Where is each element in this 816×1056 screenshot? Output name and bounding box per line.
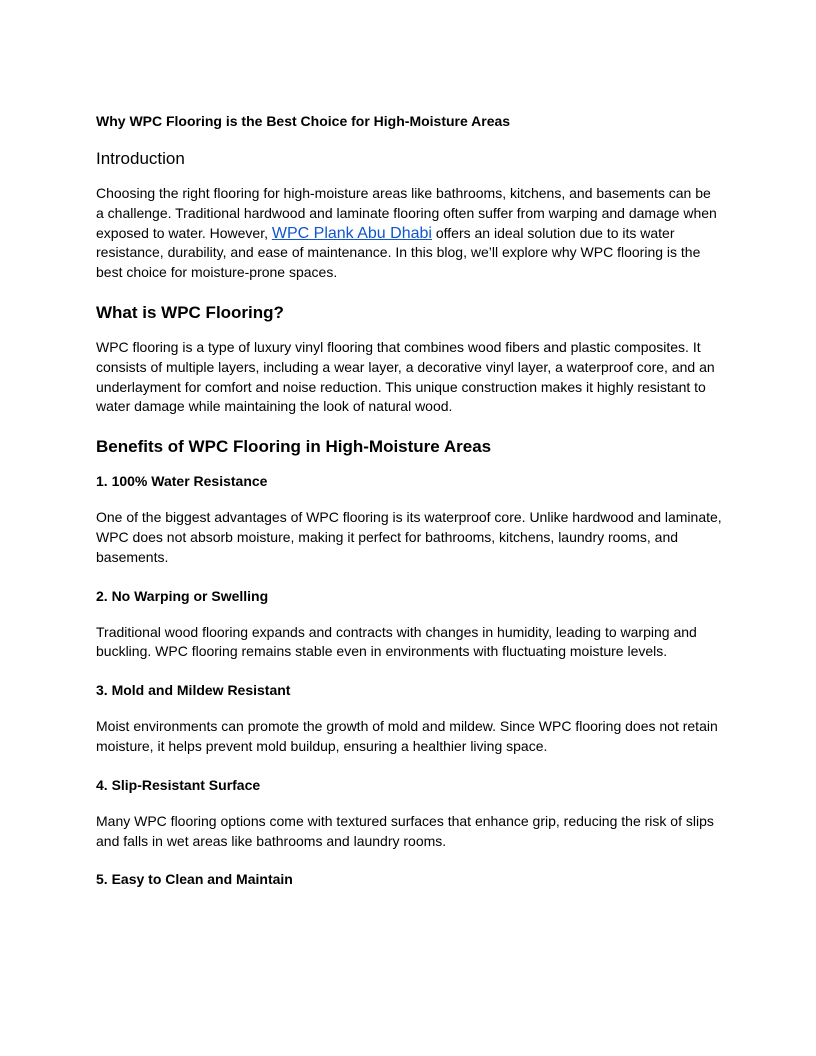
benefit-text-mold-resistant: Moist environments can promote the growth of mold and mildew. Since WPC flooring does not retain moisture, it helps prevent mold buildup, ensuring a healthier living space. — [96, 718, 718, 754]
benefit-text-no-warping: Traditional wood flooring expands and contracts with changes in humidity, leading to warping and buckling. WPC flooring remains stable even in environments with fluctuating moisture levels. — [96, 623, 697, 660]
intro-text-after-link: offers an ideal solution due to its water resistance, durability, and ease of maintenance. In this blog, we’ll explore why WPC flooring is the best choice for moisture-prone spaces. — [96, 224, 701, 281]
what-is-heading: What is WPC Flooring? — [96, 302, 284, 322]
intro-paragraph — [96, 184, 722, 283]
benefit-title-no-warping: 2. No Warping or Swelling — [96, 587, 269, 604]
benefit-title-water-resistance: 1. 100% Water Resistance — [96, 473, 268, 490]
benefit-title-easy-clean: 5. Easy to Clean and Maintain — [96, 871, 293, 888]
document-page — [96, 112, 722, 906]
intro-heading: Introduction — [96, 149, 185, 168]
benefit-title-slip-resistant: 4. Slip-Resistant Surface — [96, 776, 261, 793]
benefit-text-slip-resistant: Many WPC flooring options come with textured surfaces that enhance grip, reducing the risk of slips and falls in wet areas like bathrooms and laundry rooms. — [96, 812, 714, 849]
wpc-plank-abu-dhabi-link[interactable]: WPC Plank Abu Dhabi — [271, 224, 432, 242]
document-title: Why WPC Flooring is the Best Choice for High-Moisture Areas — [96, 113, 511, 129]
what-is-paragraph: WPC flooring is a type of luxury vinyl flooring that combines wood fibers and plastic composites. It consists of multiple layers, including a wear layer, a decorative vinyl layer, a waterproof core, and an underlayment for comfort and noise reduction. This unique construction makes it highly resistant to water damage while maintaining the look of natural wood. — [96, 338, 715, 415]
benefit-title-mold-resistant: 3. Mold and Mildew Resistant — [96, 682, 291, 699]
benefits-heading: Benefits of WPC Flooring in High-Moisture Areas — [96, 437, 492, 457]
benefit-text-water-resistance: One of the biggest advantages of WPC flooring is its waterproof core. Unlike hardwood and laminate, WPC does not absorb moisture, making it perfect for bathrooms, kitchens, laundry rooms, and basements. — [96, 509, 722, 565]
intro-text-before-link: Choosing the right flooring for high-moisture areas like bathrooms, kitchens, and basements can be a challenge. Traditional hardwood and laminate flooring often suffer from warping and damage when exposed to water. However, — [96, 185, 717, 241]
